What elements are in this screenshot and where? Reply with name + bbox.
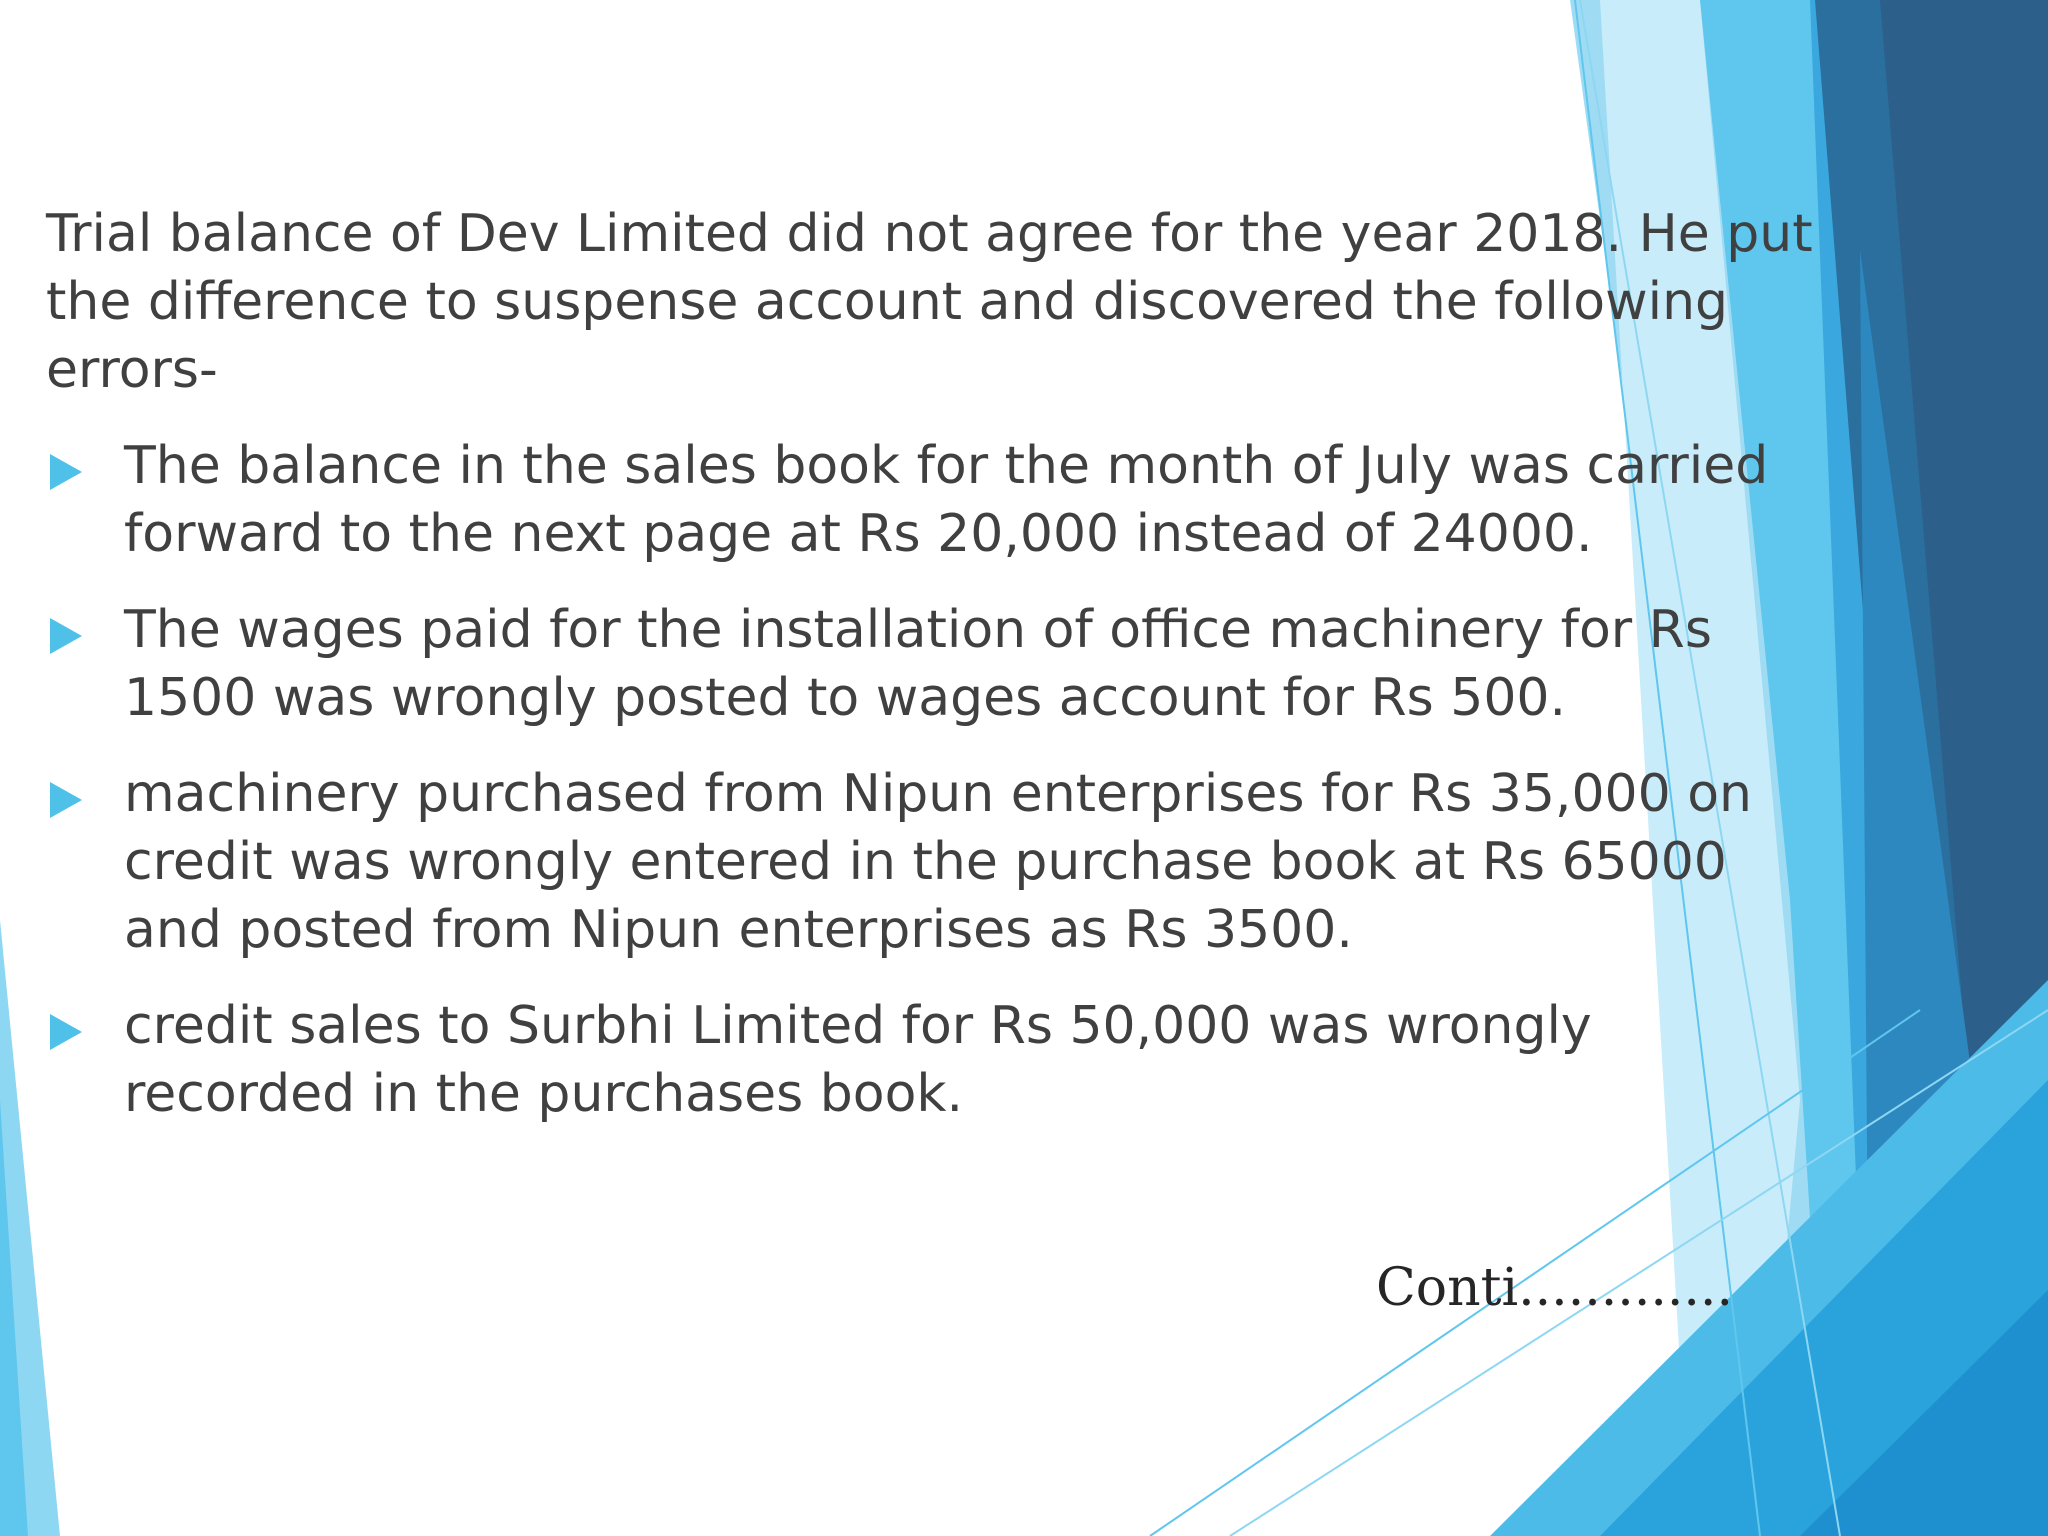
list-item-text: machinery purchased from Nipun enterprises for Rs 35,000 on credit was wrongly entered in the purchase book at Rs 65000 and posted from Nipun enterprises as Rs 3500. bbox=[124, 764, 1752, 960]
intro-paragraph: Trial balance of Dev Limited did not agree for the year 2018. He put the difference to suspense account and discovered the following errors- bbox=[46, 204, 1813, 400]
triangle-bullet-icon bbox=[50, 782, 82, 818]
list-item bbox=[46, 432, 1826, 568]
list-item bbox=[46, 992, 1826, 1128]
error-list bbox=[46, 432, 1826, 1156]
list-item-text: The balance in the sales book for the month of July was carried forward to the next page at Rs 20,000 instead of 24000. bbox=[124, 436, 1769, 564]
triangle-bullet-icon bbox=[50, 1014, 82, 1050]
list-item bbox=[46, 760, 1826, 964]
list-item-text: credit sales to Surbhi Limited for Rs 50,000 was wrongly recorded in the purchases book. bbox=[124, 996, 1592, 1124]
triangle-bullet-icon bbox=[50, 618, 82, 654]
list-item bbox=[46, 596, 1826, 732]
triangle-bullet-icon bbox=[50, 454, 82, 490]
continuation-note: Conti............. bbox=[1376, 1258, 1733, 1318]
list-item-text: The wages paid for the installation of office machinery for Rs 1500 was wrongly posted to wages account for Rs 500. bbox=[124, 600, 1712, 728]
